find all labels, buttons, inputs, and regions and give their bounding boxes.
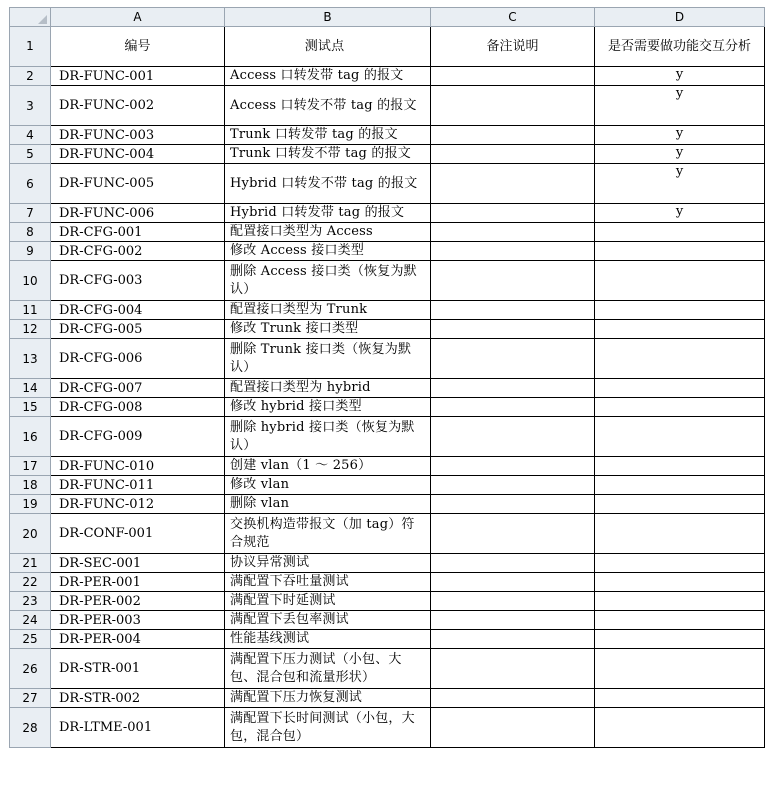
table-row <box>10 261 765 301</box>
cell-note[interactable] <box>431 573 595 592</box>
table-row <box>10 495 765 514</box>
cell-test-point[interactable]: Trunk 口转发带 tag 的报文 <box>225 126 431 145</box>
cell-note[interactable] <box>431 495 595 514</box>
cell-interaction-analysis[interactable] <box>595 223 765 242</box>
row-number[interactable]: 17 <box>10 457 51 476</box>
cell-id[interactable]: DR-STR-002 <box>51 689 225 708</box>
cell-test-point[interactable]: 删除 Access 接口类（恢复为默认） <box>225 261 431 301</box>
cell-test-point[interactable]: 满配置下长时间测试（小包，大包，混合包） <box>225 708 431 748</box>
row-number[interactable]: 19 <box>10 495 51 514</box>
table-row <box>10 223 765 242</box>
cell-id[interactable]: DR-PER-001 <box>51 573 225 592</box>
cell-id[interactable]: DR-FUNC-005 <box>51 164 225 204</box>
cell-id[interactable]: DR-FUNC-001 <box>51 67 225 86</box>
cell-test-point[interactable]: 满配置下吞吐量测试 <box>225 573 431 592</box>
cell-interaction-analysis[interactable] <box>595 457 765 476</box>
table-row <box>10 417 765 457</box>
cell-note[interactable] <box>431 417 595 457</box>
row-number[interactable]: 20 <box>10 514 51 554</box>
header-cell-id[interactable]: 编号 <box>51 27 225 67</box>
cell-interaction-analysis[interactable] <box>595 379 765 398</box>
cell-id[interactable]: DR-STR-001 <box>51 649 225 689</box>
select-all-icon <box>38 15 47 24</box>
table-row <box>10 301 765 320</box>
table-header-row <box>10 27 765 67</box>
cell-test-point[interactable]: 配置接口类型为 Trunk <box>225 301 431 320</box>
row-number[interactable]: 24 <box>10 611 51 630</box>
header-cell-note[interactable]: 备注说明 <box>431 27 595 67</box>
row-number[interactable]: 26 <box>10 649 51 689</box>
cell-interaction-analysis[interactable] <box>595 339 765 379</box>
cell-note[interactable] <box>431 242 595 261</box>
cell-test-point[interactable]: 修改 Access 接口类型 <box>225 242 431 261</box>
cell-interaction-analysis[interactable] <box>595 495 765 514</box>
table-row <box>10 476 765 495</box>
cell-interaction-analysis[interactable] <box>595 242 765 261</box>
cell-test-point[interactable]: 配置接口类型为 hybrid <box>225 379 431 398</box>
cell-note[interactable] <box>431 204 595 223</box>
cell-note[interactable] <box>431 223 595 242</box>
cell-note[interactable] <box>431 301 595 320</box>
table-row <box>10 242 765 261</box>
cell-interaction-analysis[interactable] <box>595 261 765 301</box>
cell-id[interactable]: DR-FUNC-004 <box>51 145 225 164</box>
cell-test-point[interactable]: Hybrid 口转发带 tag 的报文 <box>225 204 431 223</box>
cell-interaction-analysis[interactable] <box>595 417 765 457</box>
table-row <box>10 554 765 573</box>
cell-interaction-analysis[interactable] <box>595 398 765 417</box>
row-number[interactable]: 14 <box>10 379 51 398</box>
cell-id[interactable]: DR-CFG-002 <box>51 242 225 261</box>
row-number[interactable]: 13 <box>10 339 51 379</box>
cell-note[interactable] <box>431 164 595 204</box>
cell-interaction-analysis[interactable]: y <box>595 67 765 86</box>
row-number[interactable]: 3 <box>10 86 51 126</box>
cell-interaction-analysis[interactable] <box>595 320 765 339</box>
cell-id[interactable]: DR-CFG-008 <box>51 398 225 417</box>
header-cell-test-point[interactable]: 测试点 <box>225 27 431 67</box>
column-header-c[interactable]: C <box>431 8 595 27</box>
cell-id[interactable]: DR-CFG-001 <box>51 223 225 242</box>
table-row <box>10 320 765 339</box>
cell-note[interactable] <box>431 145 595 164</box>
header-cell-interaction-analysis[interactable]: 是否需要做功能交互分析 <box>595 27 765 67</box>
cell-id[interactable]: DR-FUNC-011 <box>51 476 225 495</box>
row-number[interactable]: 27 <box>10 689 51 708</box>
cell-note[interactable] <box>431 398 595 417</box>
cell-test-point[interactable]: 协议异常测试 <box>225 554 431 573</box>
cell-test-point[interactable]: 交换机构造带报文（加 tag）符合规范 <box>225 514 431 554</box>
cell-test-point[interactable]: 配置接口类型为 Access <box>225 223 431 242</box>
table-row <box>10 145 765 164</box>
cell-test-point[interactable]: 删除 hybrid 接口类（恢复为默认） <box>225 417 431 457</box>
cell-note[interactable] <box>431 261 595 301</box>
table-row <box>10 573 765 592</box>
column-header-a[interactable]: A <box>51 8 225 27</box>
cell-id[interactable]: DR-PER-003 <box>51 611 225 630</box>
table-row <box>10 592 765 611</box>
row-number[interactable]: 18 <box>10 476 51 495</box>
row-number[interactable]: 2 <box>10 67 51 86</box>
cell-id[interactable]: DR-PER-004 <box>51 630 225 649</box>
cell-interaction-analysis[interactable] <box>595 476 765 495</box>
cell-note[interactable] <box>431 630 595 649</box>
cell-id[interactable]: DR-CFG-003 <box>51 261 225 301</box>
cell-test-point[interactable]: 满配置下压力测试（小包、大包、混合包和流量形状） <box>225 649 431 689</box>
row-number[interactable]: 15 <box>10 398 51 417</box>
cell-note[interactable] <box>431 592 595 611</box>
select-all-corner[interactable] <box>10 8 51 27</box>
cell-test-point[interactable]: 创建 vlan（1 ～ 256） <box>225 457 431 476</box>
row-number[interactable]: 9 <box>10 242 51 261</box>
row-number[interactable]: 11 <box>10 301 51 320</box>
cell-note[interactable] <box>431 476 595 495</box>
row-number[interactable]: 12 <box>10 320 51 339</box>
cell-id[interactable]: DR-FUNC-003 <box>51 126 225 145</box>
row-number[interactable]: 21 <box>10 554 51 573</box>
cell-test-point[interactable]: Access 口转发不带 tag 的报文 <box>225 86 431 126</box>
table-row <box>10 164 765 204</box>
row-number[interactable]: 28 <box>10 708 51 748</box>
cell-note[interactable] <box>431 554 595 573</box>
cell-interaction-analysis[interactable]: y <box>595 164 765 204</box>
table-row <box>10 204 765 223</box>
table-row <box>10 67 765 86</box>
cell-interaction-analysis[interactable] <box>595 649 765 689</box>
table-row <box>10 514 765 554</box>
row-number[interactable]: 25 <box>10 630 51 649</box>
table-row <box>10 379 765 398</box>
cell-test-point[interactable]: Trunk 口转发不带 tag 的报文 <box>225 145 431 164</box>
cell-note[interactable] <box>431 67 595 86</box>
cell-test-point[interactable]: 修改 Trunk 接口类型 <box>225 320 431 339</box>
cell-note[interactable] <box>431 649 595 689</box>
cell-note[interactable] <box>431 514 595 554</box>
cell-interaction-analysis[interactable] <box>595 689 765 708</box>
table-row <box>10 649 765 689</box>
cell-id[interactable]: DR-CFG-005 <box>51 320 225 339</box>
cell-test-point[interactable]: 删除 vlan <box>225 495 431 514</box>
cell-id[interactable]: DR-FUNC-010 <box>51 457 225 476</box>
cell-note[interactable] <box>431 708 595 748</box>
cell-test-point[interactable]: 修改 vlan <box>225 476 431 495</box>
table-row <box>10 689 765 708</box>
cell-id[interactable]: DR-FUNC-012 <box>51 495 225 514</box>
table-row <box>10 126 765 145</box>
table-row <box>10 339 765 379</box>
row-number[interactable]: 10 <box>10 261 51 301</box>
cell-test-point[interactable]: Access 口转发带 tag 的报文 <box>225 67 431 86</box>
cell-test-point[interactable]: 修改 hybrid 接口类型 <box>225 398 431 417</box>
row-number[interactable]: 23 <box>10 592 51 611</box>
cell-note[interactable] <box>431 320 595 339</box>
cell-id[interactable]: DR-FUNC-002 <box>51 86 225 126</box>
column-header-d[interactable]: D <box>595 8 765 27</box>
cell-id[interactable]: DR-LTME-001 <box>51 708 225 748</box>
table-row <box>10 86 765 126</box>
cell-interaction-analysis[interactable] <box>595 573 765 592</box>
cell-note[interactable] <box>431 457 595 476</box>
cell-interaction-analysis[interactable] <box>595 514 765 554</box>
cell-interaction-analysis[interactable] <box>595 592 765 611</box>
cell-note[interactable] <box>431 689 595 708</box>
cell-interaction-analysis[interactable]: y <box>595 86 765 126</box>
cell-note[interactable] <box>431 611 595 630</box>
row-number[interactable]: 8 <box>10 223 51 242</box>
cell-id[interactable]: DR-PER-002 <box>51 592 225 611</box>
cell-interaction-analysis[interactable] <box>595 611 765 630</box>
row-number[interactable]: 7 <box>10 204 51 223</box>
table-row <box>10 398 765 417</box>
cell-id[interactable]: DR-CFG-004 <box>51 301 225 320</box>
cell-id[interactable]: DR-CFG-007 <box>51 379 225 398</box>
column-header-b[interactable]: B <box>225 8 431 27</box>
cell-interaction-analysis[interactable]: y <box>595 145 765 164</box>
row-number[interactable]: 5 <box>10 145 51 164</box>
row-number[interactable]: 6 <box>10 164 51 204</box>
cell-interaction-analysis[interactable]: y <box>595 126 765 145</box>
cell-interaction-analysis[interactable]: y <box>595 204 765 223</box>
spreadsheet <box>9 7 765 748</box>
row-number[interactable]: 22 <box>10 573 51 592</box>
cell-id[interactable]: DR-SEC-001 <box>51 554 225 573</box>
row-number[interactable]: 4 <box>10 126 51 145</box>
table-row <box>10 708 765 748</box>
cell-interaction-analysis[interactable] <box>595 708 765 748</box>
row-number[interactable]: 16 <box>10 417 51 457</box>
cell-note[interactable] <box>431 126 595 145</box>
cell-id[interactable]: DR-FUNC-006 <box>51 204 225 223</box>
cell-test-point[interactable]: 满配置下时延测试 <box>225 592 431 611</box>
table-row <box>10 630 765 649</box>
cell-note[interactable] <box>431 379 595 398</box>
cell-test-point[interactable]: 满配置下丢包率测试 <box>225 611 431 630</box>
column-header-row <box>10 8 765 27</box>
cell-id[interactable]: DR-CFG-006 <box>51 339 225 379</box>
row-number[interactable]: 1 <box>10 27 51 67</box>
table-row <box>10 611 765 630</box>
cell-test-point[interactable]: Hybrid 口转发不带 tag 的报文 <box>225 164 431 204</box>
cell-test-point[interactable]: 删除 Trunk 接口类（恢复为默认） <box>225 339 431 379</box>
cell-interaction-analysis[interactable] <box>595 554 765 573</box>
cell-note[interactable] <box>431 339 595 379</box>
cell-test-point[interactable]: 满配置下压力恢复测试 <box>225 689 431 708</box>
table-row <box>10 457 765 476</box>
cell-id[interactable]: DR-CONF-001 <box>51 514 225 554</box>
cell-interaction-analysis[interactable] <box>595 301 765 320</box>
cell-id[interactable]: DR-CFG-009 <box>51 417 225 457</box>
cell-test-point[interactable]: 性能基线测试 <box>225 630 431 649</box>
cell-interaction-analysis[interactable] <box>595 630 765 649</box>
test-points-table <box>9 7 765 748</box>
cell-note[interactable] <box>431 86 595 126</box>
